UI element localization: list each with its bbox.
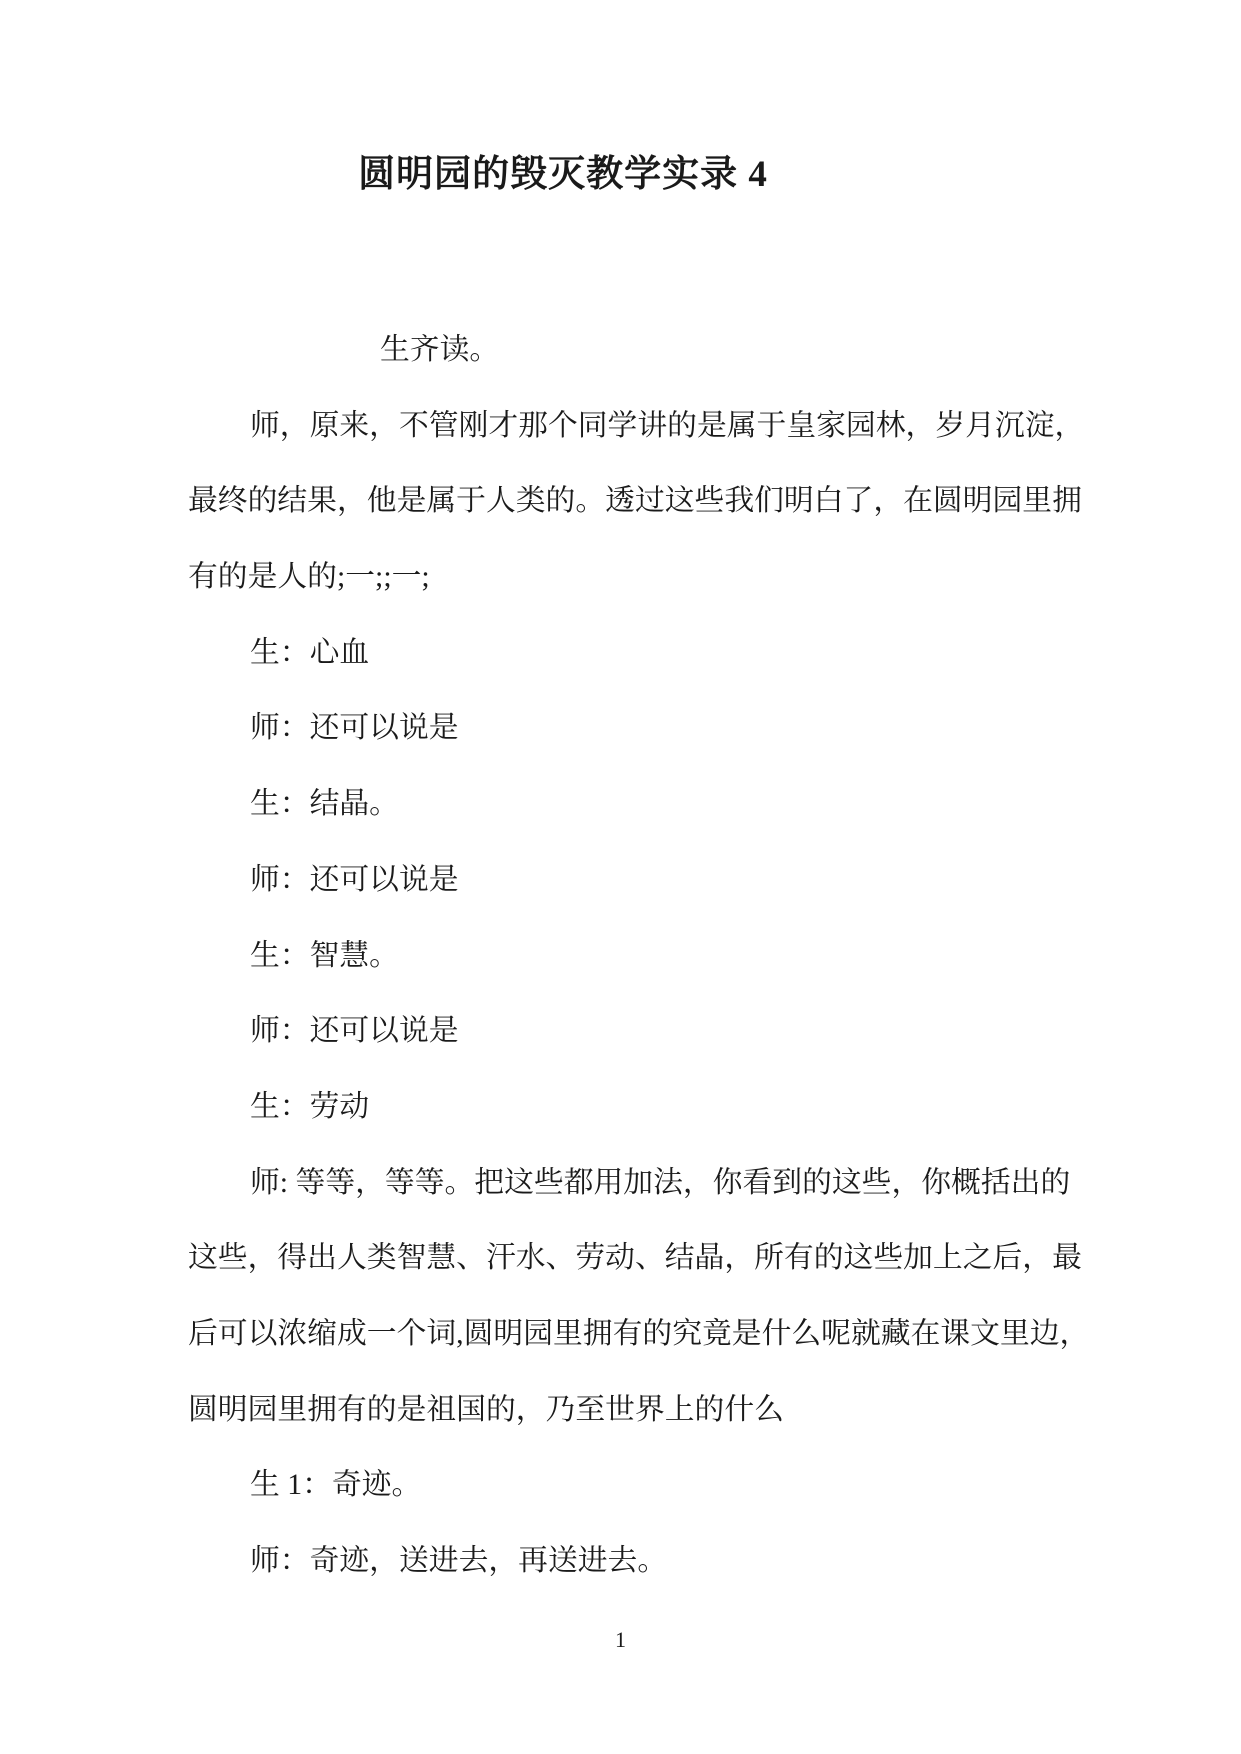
text-line: 师：还可以说是 [250, 862, 459, 896]
document-body [188, 312, 1108, 1599]
text-line: 生：心血 [250, 635, 370, 669]
text-line: 圆明园里拥有的是祖国的，乃至世界上的什么 [188, 1392, 784, 1426]
text-line: 生 1：奇迹。 [250, 1468, 422, 1502]
text-line: 生：结晶。 [250, 787, 399, 821]
text-line: 后可以浓缩成一个词,圆明园里拥有的究竟是什么呢就藏在课文里边， [188, 1316, 1090, 1350]
text-line: 生：智慧。 [250, 938, 399, 972]
text-line: 师: 等等，等等。把这些都用加法，你看到的这些，你概括出的 [250, 1165, 1071, 1199]
page-number: 1 [615, 1627, 626, 1652]
text-line: 生：劳动 [250, 1089, 370, 1123]
text-line: 这些，得出人类智慧、汗水、劳动、结晶，所有的这些加上之后，最 [188, 1241, 1082, 1275]
text-line: 师：还可以说是 [250, 1014, 459, 1048]
text-line: 师，原来，不管刚才那个同学讲的是属于皇家园林，岁月沉淀， [250, 408, 1085, 442]
text-line: 师：还可以说是 [250, 711, 459, 745]
document-title: 圆明园的毁灭教学实录 4 [358, 154, 768, 195]
text-line: 最终的结果，他是属于人类的。透过这些我们明白了，在圆明园里拥 [188, 484, 1082, 518]
text-line: 师：奇迹，送进去，再送进去。 [250, 1544, 668, 1577]
text-line: 有的是人的;一;;一; [188, 560, 430, 594]
text-line: 生齐读。 [380, 333, 500, 366]
